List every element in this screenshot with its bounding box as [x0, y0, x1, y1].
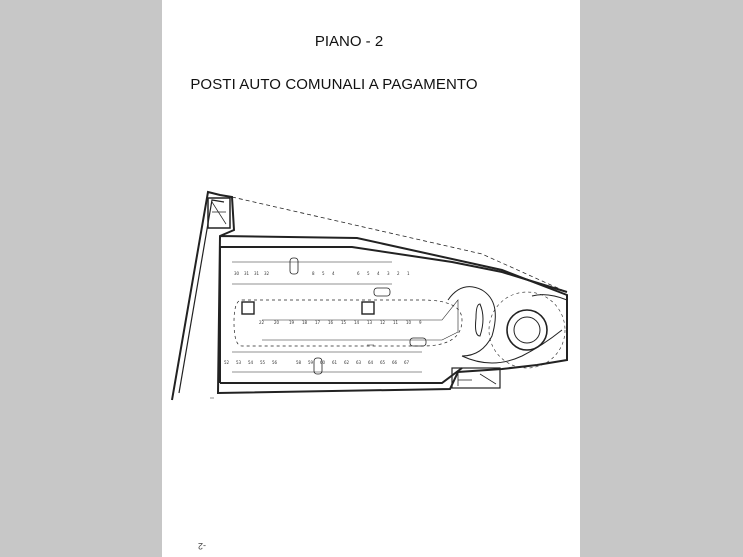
stall-number: 1	[407, 271, 410, 276]
stall-number: 20	[274, 320, 280, 325]
drawing-sheet	[162, 0, 580, 557]
stall-number: 61	[332, 360, 338, 365]
column-right	[362, 302, 374, 314]
stall-number: 10	[406, 320, 412, 325]
perimeter-wall	[220, 247, 567, 292]
stall-number: 14	[354, 320, 360, 325]
stall-number: 32	[264, 271, 270, 276]
drive-aisle-loop	[234, 300, 462, 346]
stall-number: 4	[332, 271, 335, 276]
stall-number: 3	[387, 271, 390, 276]
stall-number: 52	[224, 360, 230, 365]
roundabout-outer	[507, 310, 547, 350]
stall-number: 15	[341, 320, 347, 325]
perimeter-wall-bottom	[220, 368, 462, 383]
stall-number: 56	[272, 360, 278, 365]
stall-number: 31	[244, 271, 250, 276]
stall-number: 13	[367, 320, 373, 325]
stall-number: 53	[236, 360, 242, 365]
stall-number: 11	[393, 320, 399, 325]
stall-number: 2	[397, 271, 400, 276]
stall-number: 18	[302, 320, 308, 325]
car-symbol	[374, 288, 390, 296]
stall-number: 19	[289, 320, 295, 325]
stall-number: 59	[308, 360, 314, 365]
drawing-subtitle: POSTI AUTO COMUNALI A PAGAMENTO	[190, 76, 478, 93]
car-symbol	[410, 338, 426, 346]
stall-number: 5	[322, 271, 325, 276]
stall-number: 5	[367, 271, 370, 276]
car-symbol	[290, 258, 298, 274]
ramp-outline	[448, 287, 495, 356]
stall-number: 31	[254, 271, 260, 276]
floor-title: PIANO - 2	[314, 33, 384, 50]
stall-number: 64	[368, 360, 374, 365]
stall-number: 66	[392, 360, 398, 365]
stall-number: 60	[320, 360, 326, 365]
stall-number: 12	[380, 320, 386, 325]
stall-number: 22	[259, 320, 265, 325]
page-number: -2	[198, 541, 207, 551]
stall-number: 6	[357, 271, 360, 276]
parking-floor-plan	[162, 0, 580, 557]
stall-number: 55	[260, 360, 266, 365]
stall-number: 30	[234, 271, 240, 276]
ramp-slot	[476, 304, 484, 336]
stall-number: 4	[377, 271, 380, 276]
stall-number: 17	[315, 320, 321, 325]
stall-number: 62	[344, 360, 350, 365]
stall-number: 67	[404, 360, 410, 365]
stall-number: 9	[419, 320, 422, 325]
outer-wall	[172, 192, 567, 400]
column-left	[242, 302, 254, 314]
stall-number: 8	[312, 271, 315, 276]
stall-number: 16	[328, 320, 334, 325]
roundabout-inner	[514, 317, 540, 343]
stall-number: 54	[248, 360, 254, 365]
stall-number: 65	[380, 360, 386, 365]
stall-number: 58	[296, 360, 302, 365]
stall-number: 63	[356, 360, 362, 365]
